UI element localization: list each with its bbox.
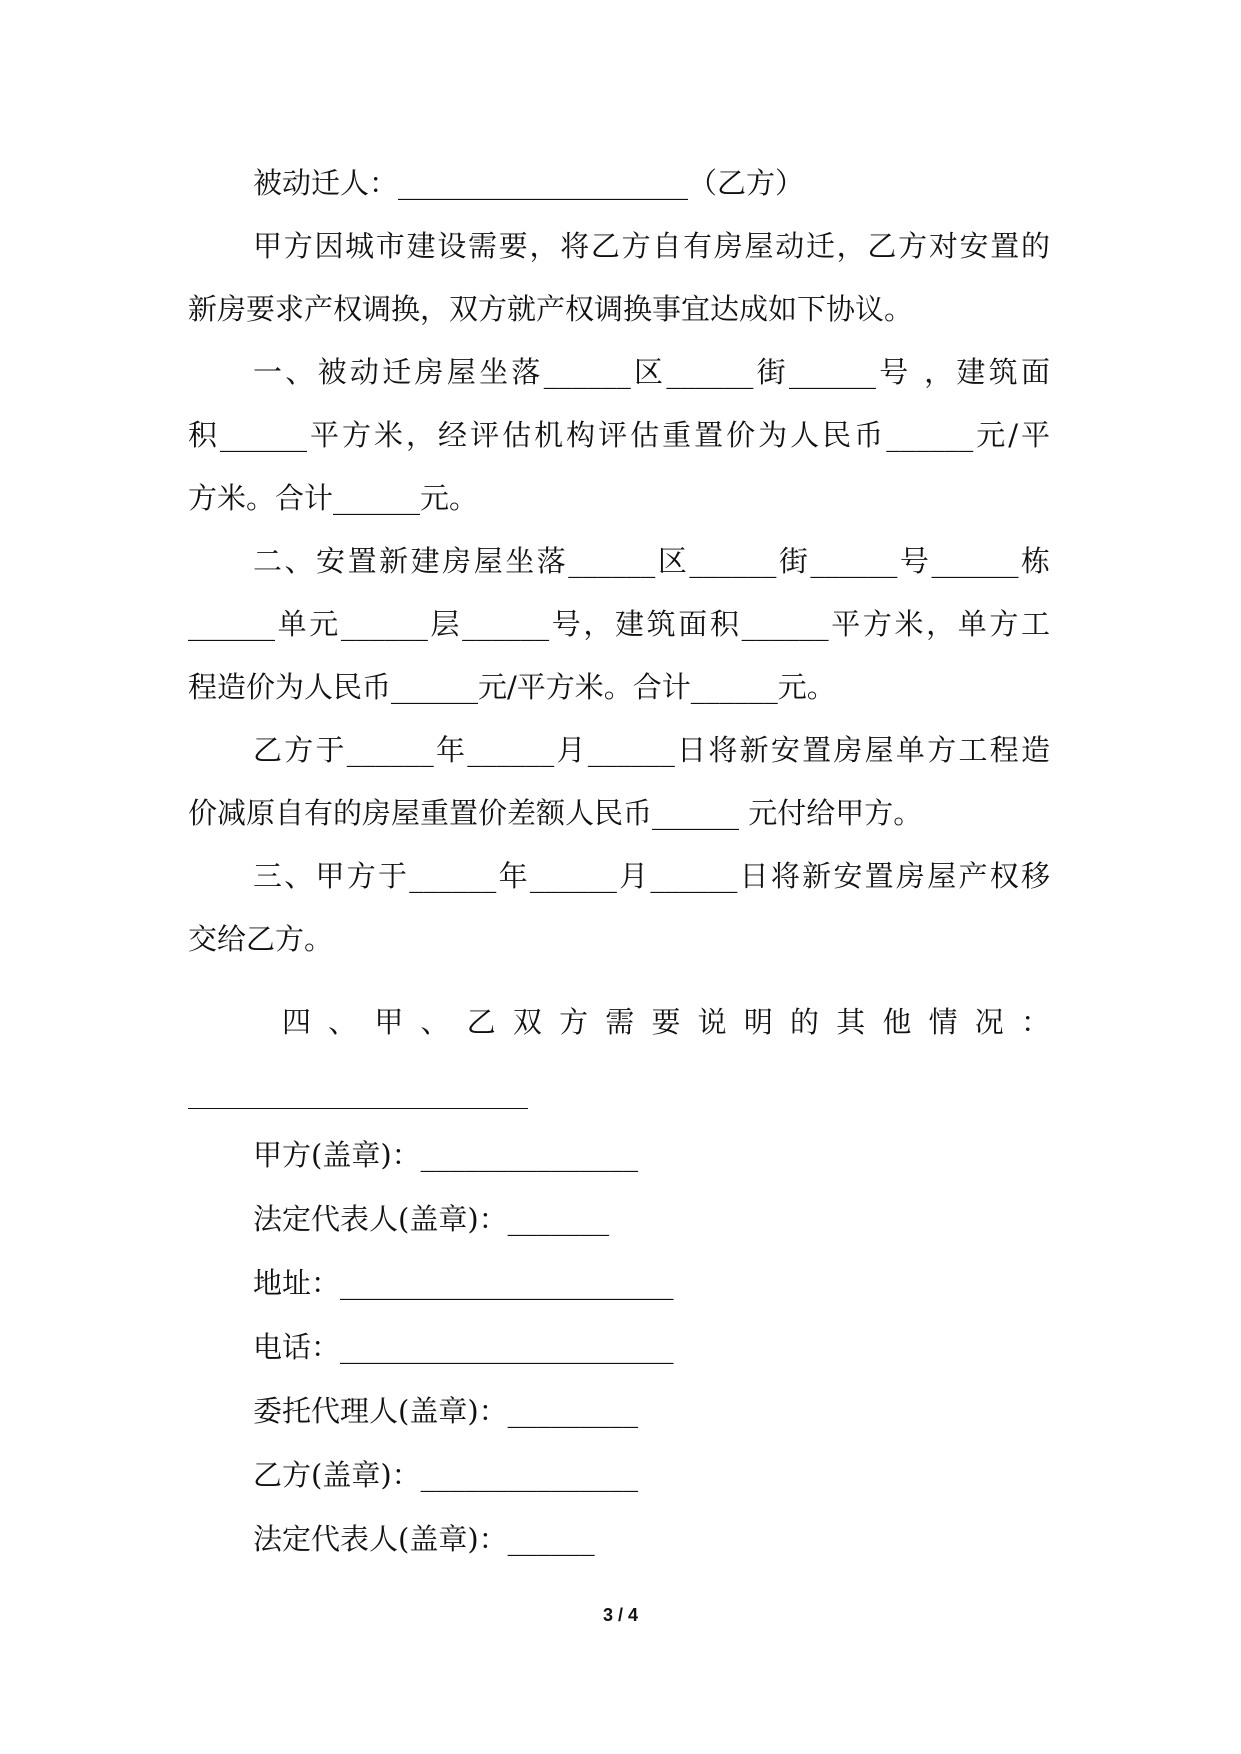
paragraph-line: 甲方因城市建设需要，将乙方自有房屋动迁，乙方对安置的 [253,229,1050,263]
clause-two-line: 程造价为人民币______元/平方米。合计______元。 [188,670,836,704]
fill-in-rule [188,1108,528,1109]
clause-one-line: 方米。合计______元。 [188,481,479,515]
clause-two-line: 二、安置新建房屋坐落______区______街______号______栋 [253,544,1050,578]
party-a-legal-rep: 法定代表人(盖章)：_______ [253,1202,610,1236]
clause-one-line: 积______平方米，经评估机构评估重置价为人民币______元/平 [188,418,1050,452]
relocatee-line: 被动迁人：____________________（乙方） [253,166,805,200]
clause-three-line: 三、甲方于______年______月______日将新安置房屋产权移 [253,859,1050,893]
party-a-phone: 电话：_______________________ [253,1330,674,1364]
paragraph-line: 新房要求产权调换，双方就产权调换事宜达成如下协议。 [188,292,914,326]
payment-line: 乙方于______年______月______日将新安置房屋单方工程造 [253,733,1050,767]
party-b-legal-rep: 法定代表人(盖章)：______ [253,1522,595,1556]
page-number: 3 / 4 [602,1605,639,1625]
party-a-address: 地址：_______________________ [253,1266,674,1300]
clause-four-line: 四、甲、乙双方需要说明的其他情况： [282,1005,1050,1039]
party-a-seal: 甲方(盖章)：_______________ [253,1138,639,1172]
party-b-seal: 乙方(盖章)：_______________ [253,1458,639,1492]
clause-two-line: ______单元______层______号，建筑面积______平方米，单方工 [188,607,1050,641]
clause-one-line: 一、被动迁房屋坐落______区______街______号 ，建筑面 [253,355,1050,389]
payment-line: 价减原自有的房屋重置价差额人民币______ 元付给甲方。 [188,796,923,830]
party-a-agent: 委托代理人(盖章)：_________ [253,1394,639,1428]
clause-three-line: 交给乙方。 [188,922,334,956]
